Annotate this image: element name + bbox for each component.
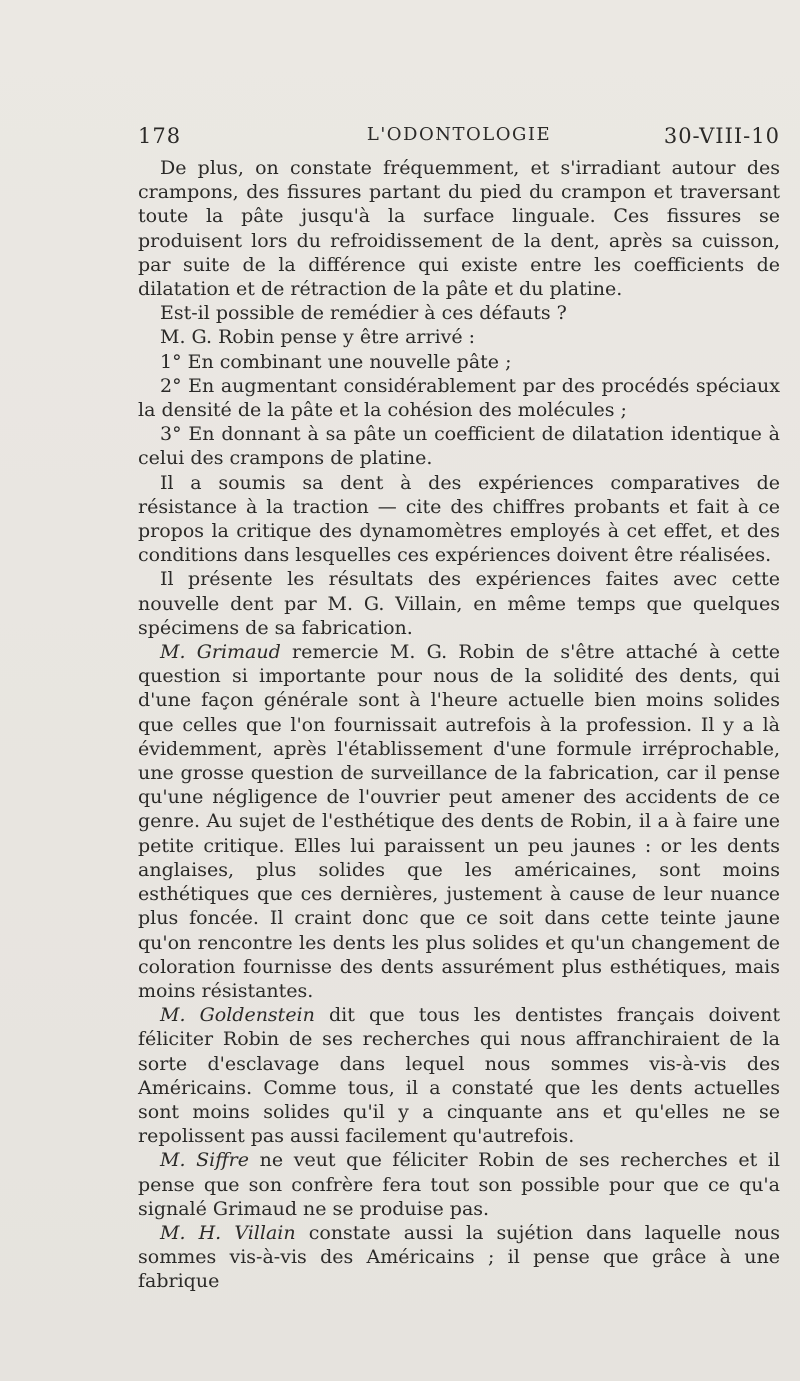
paragraph: [138, 567, 780, 640]
paragraph-text: 2° En augmentant considérablement par des procédés spéciaux la densité de la pâte et la cohésion des molécules ;: [138, 374, 780, 422]
speaker-name: M. Grimaud: [160, 641, 281, 664]
paragraph: [138, 301, 780, 325]
paragraph: [138, 640, 780, 1003]
paragraph: [138, 350, 780, 374]
paragraph: [138, 374, 780, 422]
speaker-name: M. Goldenstein: [160, 1004, 315, 1027]
paragraph-text: remercie M. G. Robin de s'être attaché à cette question si importante pour nous de la solidité des dents, qui d'une façon générale sont à l'heure actuelle bien moins solides que celles que l'on fournissait autrefois à la profession. Il y a là évidemment, après l'établissement d'une formule irréprochable, une grosse question de surveillance de la fabrication, car il pense qu'une négligence de l'ouvrier peut amener des accidents de ce genre. Au sujet de l'esthétique des dents de Robin, il a à faire une petite critique. Elles lui paraissent un peu jaunes : or les dents anglaises, plus solides que les américaines, sont moins esthétiques que ces dernières, justement à cause de leur nuance plus foncée. Il craint donc que ce soit dans cette teinte jaune qu'on rencontre les dents les plus solides et qu'un changement de coloration fournisse des dents assurément plus esthétiques, mais moins résistantes.: [138, 641, 780, 1002]
paragraph: [138, 1003, 780, 1148]
paragraph: [138, 1221, 780, 1294]
paragraph: [138, 156, 780, 301]
paragraph-text: Est-il possible de remédier à ces défauts ?: [160, 302, 567, 325]
paragraph-text: ne veut que féliciter Robin de ses recherches et il pense que son confrère fera tout son possible pour que ce qu'a signalé Grimaud ne se produise pas.: [138, 1149, 781, 1220]
paragraph: [138, 1148, 780, 1221]
paragraph-text: De plus, on constate fréquemment, et s'irradiant autour des crampons, des fissures partant du pied du crampon et traversant toute la pâte jusqu'à la surface linguale. Ces fissures se produisent lors du refroidissement de la dent, après sa cuisson, par suite de la différence qui existe entre les coefficients de dilatation et de rétraction de la pâte et du platine.: [138, 157, 780, 301]
paragraph-text: Il présente les résultats des expériences faites avec cette nouvelle dent par M. G. Villain, en même temps que quelques spécimens de sa fabrication.: [138, 568, 780, 639]
body-text: [138, 156, 780, 1294]
running-title: L'ODONTOLOGIE: [366, 124, 552, 145]
paragraph-text: dit que tous les dentistes français doivent féliciter Robin de ses recherches qui nous affranchiraient de la sorte d'esclavage dans lequel nous sommes vis-à-vis des Américains. Comme tous, il a constaté que les dents actuelles sont moins solides qu'il y a cinquante ans et qu'elles ne se repolissent pas aussi facilement qu'autrefois.: [138, 1004, 780, 1148]
paragraph: [138, 325, 780, 349]
running-header: [138, 124, 780, 154]
paragraph: [138, 422, 780, 470]
speaker-name: M. Siffre: [160, 1149, 249, 1172]
page-number: 178: [138, 124, 182, 148]
issue-date: 30-VIII-10: [663, 124, 780, 148]
paragraph-text: Il a soumis sa dent à des expériences comparatives de résistance à la traction — cite des chiffres probants et fait à ce propos la critique des dynamomètres employés à cet effet, et des conditions dans lesquelles ces expériences doivent être réalisées.: [138, 471, 780, 567]
paragraph-text: M. G. Robin pense y être arrivé :: [160, 326, 476, 349]
paragraph-text: 3° En donnant à sa pâte un coefficient de dilatation identique à celui des crampons de platine.: [138, 423, 780, 470]
paragraph-text: 1° En combinant une nouvelle pâte ;: [160, 350, 512, 373]
speaker-name: M. H. Villain: [160, 1221, 296, 1244]
paragraph: [138, 471, 780, 568]
paragraph-text: constate aussi la sujétion dans laquelle nous sommes vis-à-vis des Américains ; il pense que grâce à une fabrique: [138, 1221, 780, 1293]
